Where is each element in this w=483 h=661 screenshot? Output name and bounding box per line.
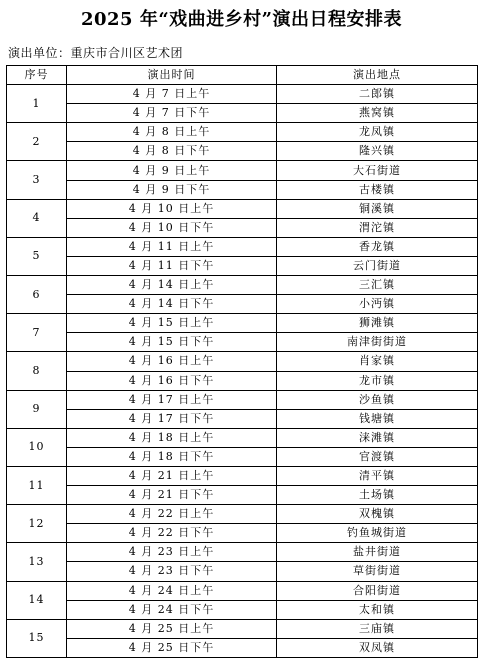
performance-time: 4 月 24 日下午 — [67, 600, 277, 619]
performance-location: 大石街道 — [277, 161, 478, 180]
table-row — [7, 237, 478, 256]
performance-location: 沙鱼镇 — [277, 390, 478, 409]
row-index: 11 — [7, 466, 67, 504]
performance-time: 4 月 15 日上午 — [67, 314, 277, 333]
performance-location: 双凤镇 — [277, 638, 478, 657]
table-row — [7, 619, 478, 638]
table-row — [7, 104, 478, 123]
header-time: 演出时间 — [67, 66, 277, 85]
table-row — [7, 390, 478, 409]
table-row — [7, 218, 478, 237]
table-row — [7, 562, 478, 581]
table-header-row — [7, 66, 478, 85]
table-row — [7, 295, 478, 314]
performance-time: 4 月 24 日上午 — [67, 581, 277, 600]
performance-location: 南津街街道 — [277, 333, 478, 352]
performance-time: 4 月 10 日下午 — [67, 218, 277, 237]
performance-time: 4 月 18 日上午 — [67, 428, 277, 447]
table-row — [7, 123, 478, 142]
row-index: 2 — [7, 123, 67, 161]
performance-location: 三庙镇 — [277, 619, 478, 638]
performance-location: 土场镇 — [277, 486, 478, 505]
performance-time: 4 月 10 日上午 — [67, 199, 277, 218]
organizer-line: 演出单位：重庆市合川区艺术团 — [8, 46, 184, 60]
performance-time: 4 月 22 日上午 — [67, 505, 277, 524]
table-row — [7, 256, 478, 275]
table-row — [7, 581, 478, 600]
performance-time: 4 月 17 日下午 — [67, 409, 277, 428]
performance-location: 渭沱镇 — [277, 218, 478, 237]
performance-location: 二郎镇 — [277, 85, 478, 104]
performance-time: 4 月 14 日上午 — [67, 276, 277, 295]
header-index: 序号 — [7, 66, 67, 85]
table-row — [7, 352, 478, 371]
table-row — [7, 486, 478, 505]
table-row — [7, 447, 478, 466]
row-index: 3 — [7, 161, 67, 199]
table-row — [7, 314, 478, 333]
table-row — [7, 409, 478, 428]
performance-location: 清平镇 — [277, 466, 478, 485]
performance-location: 盐井街道 — [277, 543, 478, 562]
row-index: 1 — [7, 85, 67, 123]
performance-location: 钓鱼城街道 — [277, 524, 478, 543]
table-row — [7, 333, 478, 352]
performance-location: 古楼镇 — [277, 180, 478, 199]
performance-location: 太和镇 — [277, 600, 478, 619]
performance-time: 4 月 22 日下午 — [67, 524, 277, 543]
performance-time: 4 月 11 日下午 — [67, 256, 277, 275]
row-index: 12 — [7, 505, 67, 543]
performance-time: 4 月 21 日下午 — [67, 486, 277, 505]
table-row — [7, 276, 478, 295]
row-index: 14 — [7, 581, 67, 619]
table-row — [7, 161, 478, 180]
performance-location: 合阳街道 — [277, 581, 478, 600]
performance-time: 4 月 18 日下午 — [67, 447, 277, 466]
row-index: 13 — [7, 543, 67, 581]
performance-time: 4 月 23 日下午 — [67, 562, 277, 581]
performance-time: 4 月 14 日下午 — [67, 295, 277, 314]
table-row — [7, 371, 478, 390]
performance-time: 4 月 9 日上午 — [67, 161, 277, 180]
performance-time: 4 月 7 日下午 — [67, 104, 277, 123]
performance-time: 4 月 23 日上午 — [67, 543, 277, 562]
row-index: 15 — [7, 619, 67, 657]
row-index: 7 — [7, 314, 67, 352]
performance-time: 4 月 8 日下午 — [67, 142, 277, 161]
performance-location: 铜溪镇 — [277, 199, 478, 218]
performance-time: 4 月 21 日上午 — [67, 466, 277, 485]
header-location: 演出地点 — [277, 66, 478, 85]
table-row — [7, 638, 478, 657]
performance-location: 小沔镇 — [277, 295, 478, 314]
performance-location: 钱塘镇 — [277, 409, 478, 428]
performance-location: 龙凤镇 — [277, 123, 478, 142]
performance-location: 草街街道 — [277, 562, 478, 581]
page-title: 2025 年“戏曲进乡村”演出日程安排表 — [80, 9, 403, 30]
performance-time: 4 月 25 日下午 — [67, 638, 277, 657]
performance-time: 4 月 8 日上午 — [67, 123, 277, 142]
table-row — [7, 142, 478, 161]
table-row — [7, 428, 478, 447]
row-index: 10 — [7, 428, 67, 466]
row-index: 9 — [7, 390, 67, 428]
performance-time: 4 月 16 日上午 — [67, 352, 277, 371]
performance-location: 燕窝镇 — [277, 104, 478, 123]
performance-time: 4 月 15 日下午 — [67, 333, 277, 352]
performance-location: 云门街道 — [277, 256, 478, 275]
performance-location: 龙市镇 — [277, 371, 478, 390]
performance-time: 4 月 7 日上午 — [67, 85, 277, 104]
performance-location: 香龙镇 — [277, 237, 478, 256]
schedule-body — [7, 85, 478, 658]
table-row — [7, 466, 478, 485]
performance-location: 肖家镇 — [277, 352, 478, 371]
table-row — [7, 524, 478, 543]
schedule-table — [6, 65, 478, 658]
row-index: 6 — [7, 276, 67, 314]
performance-location: 三汇镇 — [277, 276, 478, 295]
table-row — [7, 600, 478, 619]
performance-time: 4 月 17 日上午 — [67, 390, 277, 409]
row-index: 5 — [7, 237, 67, 275]
performance-time: 4 月 16 日下午 — [67, 371, 277, 390]
table-row — [7, 180, 478, 199]
performance-location: 隆兴镇 — [277, 142, 478, 161]
performance-location: 狮滩镇 — [277, 314, 478, 333]
performance-location: 双槐镇 — [277, 505, 478, 524]
row-index: 4 — [7, 199, 67, 237]
performance-location: 涞滩镇 — [277, 428, 478, 447]
table-row — [7, 543, 478, 562]
performance-time: 4 月 11 日上午 — [67, 237, 277, 256]
table-row — [7, 505, 478, 524]
performance-time: 4 月 9 日下午 — [67, 180, 277, 199]
row-index: 8 — [7, 352, 67, 390]
table-row — [7, 85, 478, 104]
performance-time: 4 月 25 日上午 — [67, 619, 277, 638]
table-row — [7, 199, 478, 218]
performance-location: 官渡镇 — [277, 447, 478, 466]
